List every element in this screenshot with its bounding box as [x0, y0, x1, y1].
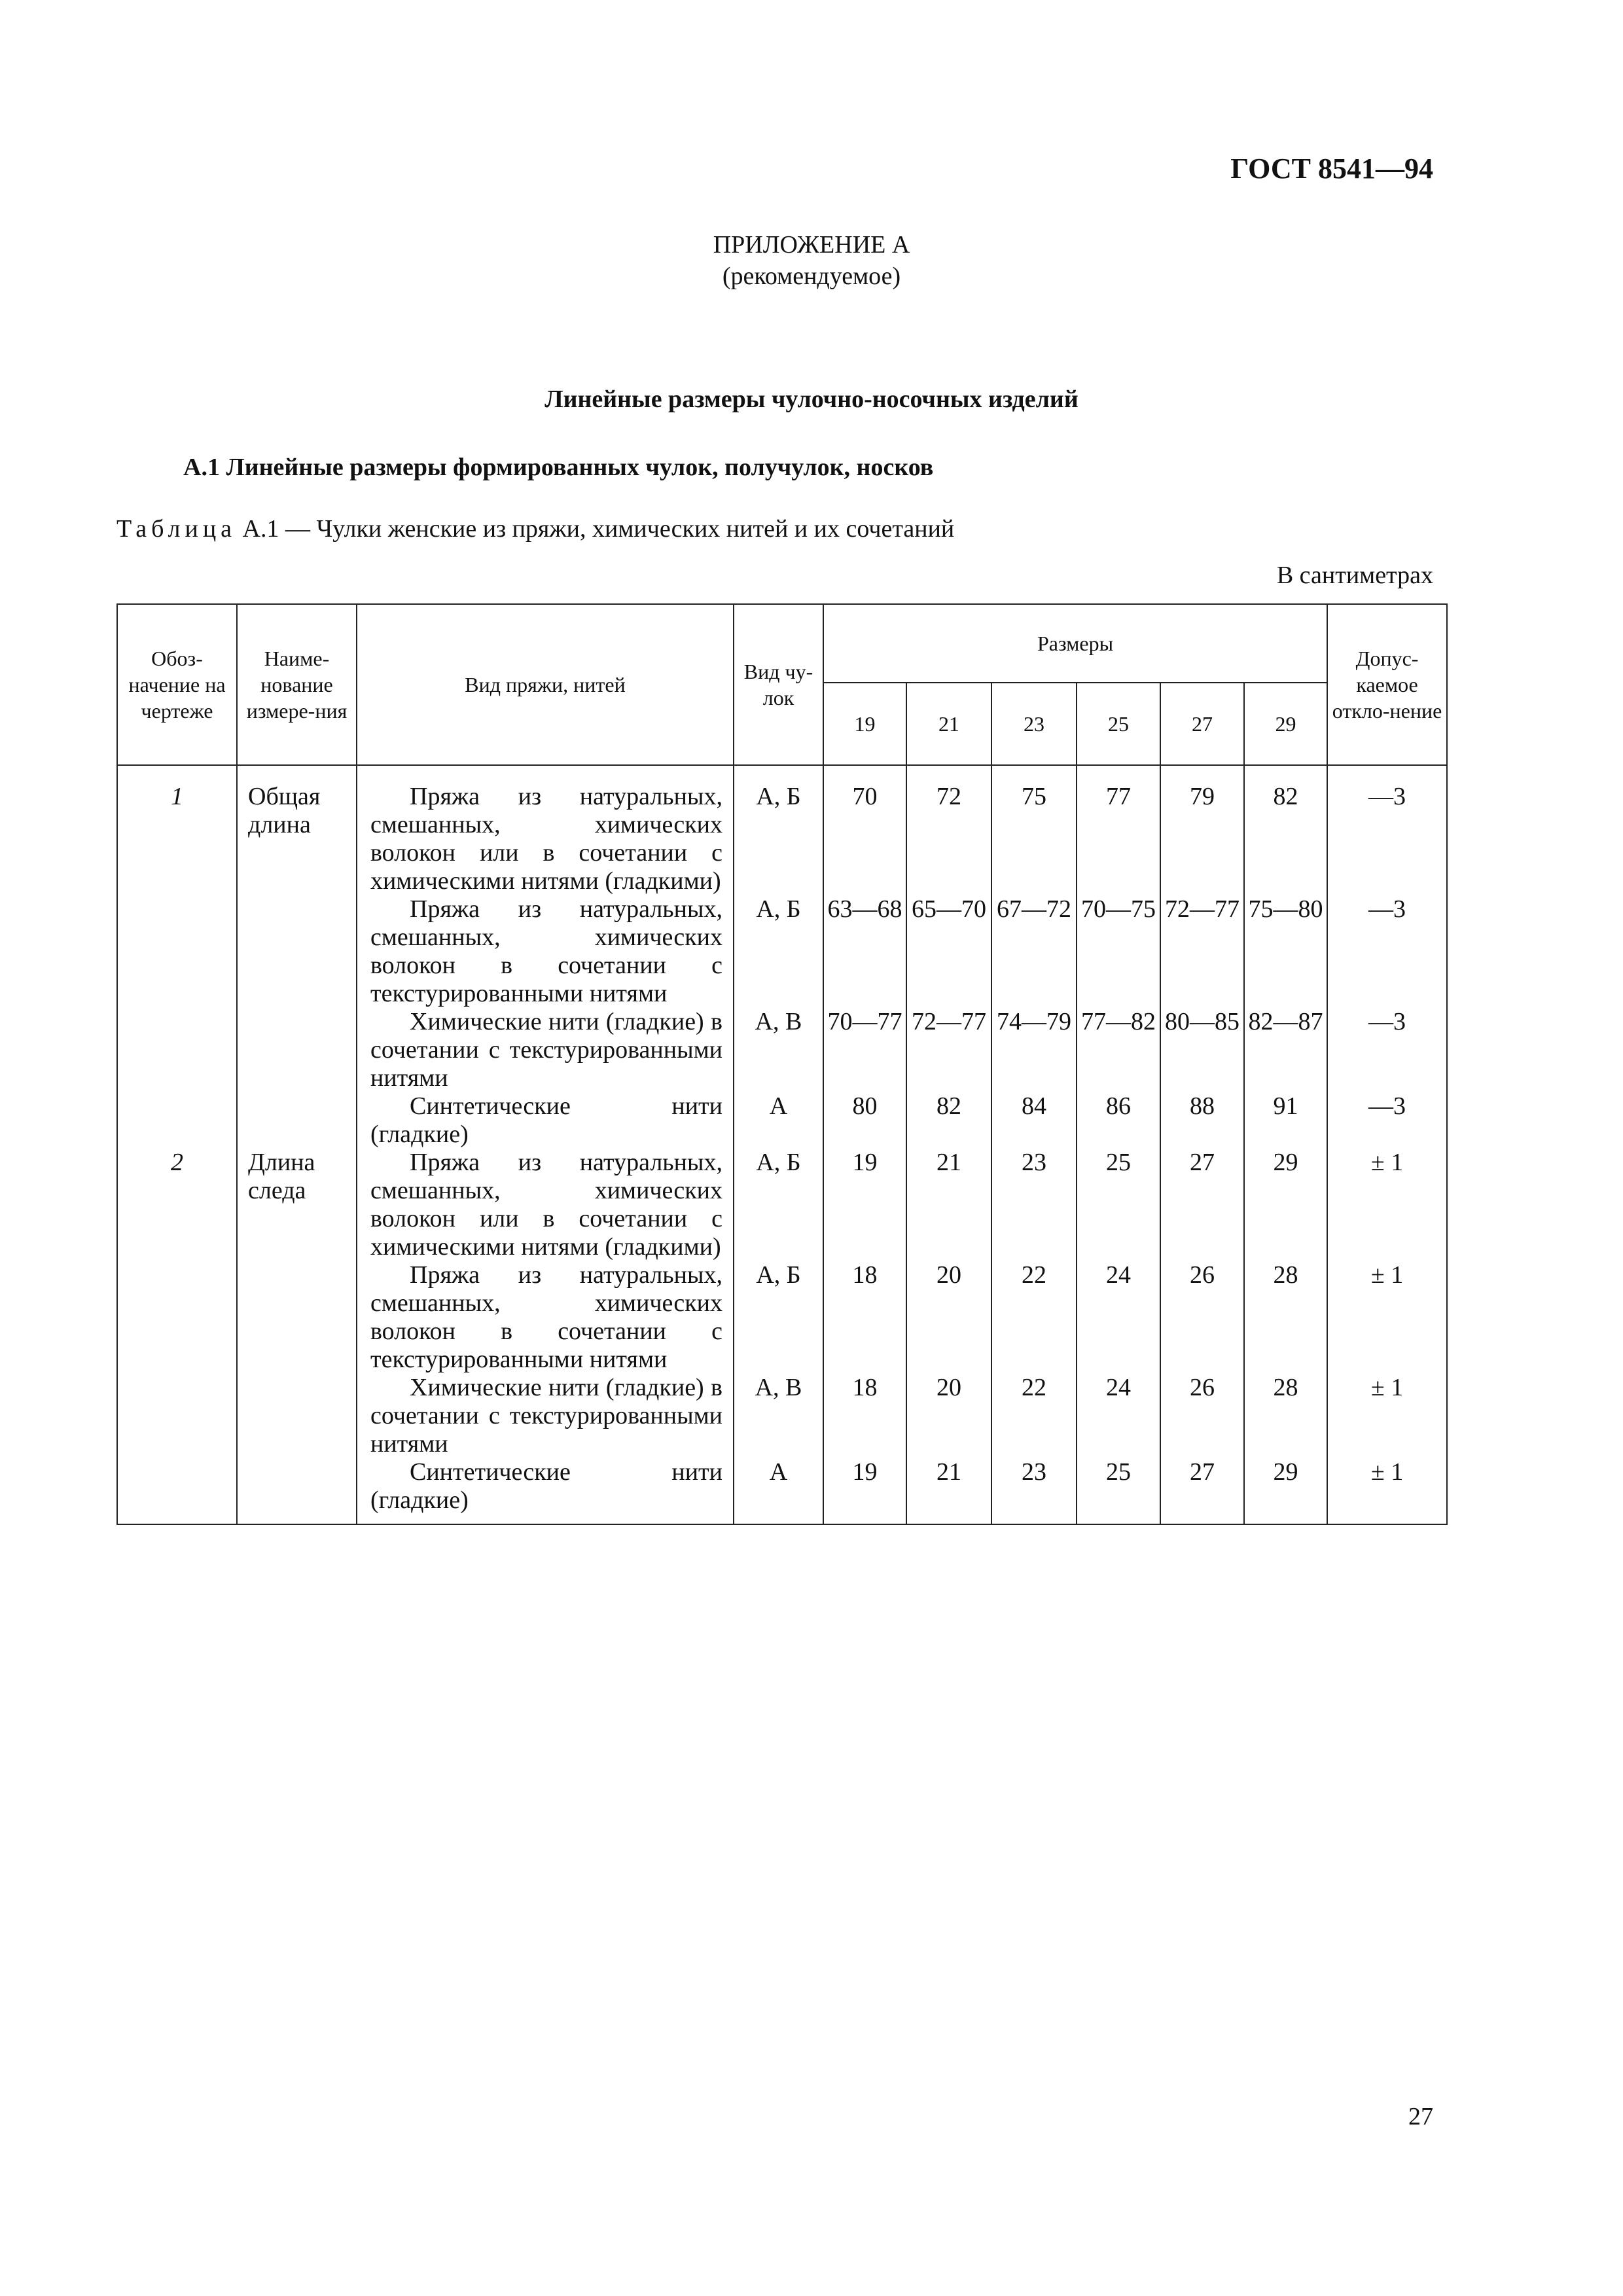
cell-tolerance: ± 1 — [1327, 1149, 1447, 1261]
cell-size-value: 72 — [906, 765, 991, 895]
cell-kind: А, Б — [734, 895, 823, 1008]
table-caption-label: Таблица — [116, 515, 237, 543]
cell-code: 2 — [117, 1149, 237, 1261]
cell-size-value: 19 — [823, 1149, 906, 1261]
cell-tolerance: —3 — [1327, 1008, 1447, 1092]
cell-size-value: 25 — [1077, 1149, 1160, 1261]
header-size: 21 — [906, 683, 991, 765]
cell-kind: А — [734, 1092, 823, 1149]
cell-code: 1 — [117, 765, 237, 895]
header-kind: Вид чу-лок — [734, 604, 823, 765]
cell-size-value: 82 — [906, 1092, 991, 1149]
cell-size-value: 72—77 — [1160, 895, 1244, 1008]
cell-size-value: 70 — [823, 765, 906, 895]
header-size: 27 — [1160, 683, 1244, 765]
cell-size-value: 25 — [1077, 1458, 1160, 1524]
header-size: 25 — [1077, 683, 1160, 765]
table-caption-text: А.1 — Чулки женские из пряжи, химических нитей и их сочетаний — [242, 515, 955, 543]
cell-yarn — [357, 1092, 734, 1149]
cell-size-value: 91 — [1244, 1092, 1327, 1149]
cell-size-value: 22 — [991, 1261, 1077, 1374]
table-row — [117, 1458, 1447, 1524]
cell-yarn — [357, 1008, 734, 1092]
table-row — [117, 1374, 1447, 1458]
sizes-table — [116, 603, 1448, 1525]
cell-code — [117, 1008, 237, 1092]
cell-name — [237, 1008, 357, 1092]
cell-size-value: 70—75 — [1077, 895, 1160, 1008]
cell-size-value: 63—68 — [823, 895, 906, 1008]
cell-size-value: 77 — [1077, 765, 1160, 895]
cell-size-value: 21 — [906, 1149, 991, 1261]
cell-size-value: 75—80 — [1244, 895, 1327, 1008]
cell-size-value: 26 — [1160, 1374, 1244, 1458]
units-note: В сантиметрах — [1276, 562, 1433, 589]
section-title: Линейные размеры чулочно-носочных изделий — [544, 386, 1079, 413]
cell-name — [237, 895, 357, 1008]
cell-size-value: 23 — [991, 1458, 1077, 1524]
cell-size-value: 67—72 — [991, 895, 1077, 1008]
cell-size-value: 18 — [823, 1261, 906, 1374]
cell-size-value: 29 — [1244, 1458, 1327, 1524]
cell-yarn — [357, 765, 734, 895]
header-tolerance: Допус-каемое откло-нение — [1327, 604, 1447, 765]
cell-yarn — [357, 1261, 734, 1374]
cell-yarn-text: Химические нити (гладкие) в сочетании с текстурированными нитями — [370, 1374, 722, 1458]
cell-size-value: 28 — [1244, 1374, 1327, 1458]
cell-size-value: 86 — [1077, 1092, 1160, 1149]
table-row — [117, 895, 1447, 1008]
cell-name: Общая длина — [237, 765, 357, 895]
appendix-title: ПРИЛОЖЕНИЕ А — [713, 231, 910, 259]
cell-size-value: 82 — [1244, 765, 1327, 895]
cell-name — [237, 1458, 357, 1524]
cell-size-value: 27 — [1160, 1149, 1244, 1261]
cell-yarn-text: Пряжа из натуральных, смешанных, химических волокон или в сочетании с химическими нитями (гладкими) — [370, 783, 722, 895]
cell-yarn — [357, 895, 734, 1008]
cell-kind: А, Б — [734, 1261, 823, 1374]
cell-yarn-text: Химические нити (гладкие) в сочетании с текстурированными нитями — [370, 1008, 722, 1092]
cell-size-value: 24 — [1077, 1261, 1160, 1374]
cell-size-value: 20 — [906, 1261, 991, 1374]
table-row — [117, 1149, 1447, 1261]
cell-size-value: 80 — [823, 1092, 906, 1149]
cell-tolerance: ± 1 — [1327, 1374, 1447, 1458]
cell-size-value: 80—85 — [1160, 1008, 1244, 1092]
cell-size-value: 84 — [991, 1092, 1077, 1149]
document-number: ГОСТ 8541—94 — [1230, 152, 1433, 185]
cell-yarn — [357, 1149, 734, 1261]
cell-code — [117, 1092, 237, 1149]
cell-size-value: 28 — [1244, 1261, 1327, 1374]
cell-name — [237, 1374, 357, 1458]
cell-tolerance: ± 1 — [1327, 1261, 1447, 1374]
cell-size-value: 82—87 — [1244, 1008, 1327, 1092]
cell-kind: А — [734, 1458, 823, 1524]
header-yarn: Вид пряжи, нитей — [357, 604, 734, 765]
cell-name — [237, 1092, 357, 1149]
cell-size-value: 21 — [906, 1458, 991, 1524]
table-row — [117, 1092, 1447, 1149]
cell-size-value: 24 — [1077, 1374, 1160, 1458]
table-caption — [116, 514, 954, 543]
header-size: 29 — [1244, 683, 1327, 765]
cell-size-value: 65—70 — [906, 895, 991, 1008]
cell-yarn-text: Пряжа из натуральных, смешанных, химических волокон или в сочетании с химическими нитями (гладкими) — [370, 1149, 722, 1261]
cell-code — [117, 1374, 237, 1458]
cell-yarn-text: Синтетические нити (гладкие) — [370, 1458, 722, 1514]
header-sizes: Размеры — [823, 604, 1327, 683]
cell-size-value: 88 — [1160, 1092, 1244, 1149]
cell-tolerance: ± 1 — [1327, 1458, 1447, 1524]
header-code: Обоз-начение на чертеже — [117, 604, 237, 765]
cell-size-value: 19 — [823, 1458, 906, 1524]
header-size: 23 — [991, 683, 1077, 765]
cell-tolerance: —3 — [1327, 895, 1447, 1008]
cell-kind: А, В — [734, 1008, 823, 1092]
header-name: Наиме-нование измере-ния — [237, 604, 357, 765]
cell-code — [117, 895, 237, 1008]
cell-size-value: 70—77 — [823, 1008, 906, 1092]
appendix-subtitle: (рекомендуемое) — [722, 262, 901, 290]
cell-code — [117, 1458, 237, 1524]
cell-code — [117, 1261, 237, 1374]
cell-kind: А, Б — [734, 1149, 823, 1261]
cell-yarn-text: Пряжа из натуральных, смешанных, химических волокон в сочетании с текстурированными нитями — [370, 895, 722, 1007]
cell-tolerance: —3 — [1327, 765, 1447, 895]
cell-size-value: 72—77 — [906, 1008, 991, 1092]
cell-size-value: 20 — [906, 1374, 991, 1458]
page-number: 27 — [1408, 2103, 1433, 2130]
cell-size-value: 79 — [1160, 765, 1244, 895]
cell-size-value: 75 — [991, 765, 1077, 895]
cell-yarn — [357, 1458, 734, 1524]
cell-kind: А, В — [734, 1374, 823, 1458]
cell-name: Длина следа — [237, 1149, 357, 1261]
cell-tolerance: —3 — [1327, 1092, 1447, 1149]
table-row — [117, 1008, 1447, 1092]
cell-size-value: 77—82 — [1077, 1008, 1160, 1092]
table-row — [117, 765, 1447, 895]
cell-yarn — [357, 1374, 734, 1458]
header-size: 19 — [823, 683, 906, 765]
table-row — [117, 1261, 1447, 1374]
cell-kind: А, Б — [734, 765, 823, 895]
cell-size-value: 29 — [1244, 1149, 1327, 1261]
cell-size-value: 27 — [1160, 1458, 1244, 1524]
cell-size-value: 18 — [823, 1374, 906, 1458]
cell-yarn-text: Синтетические нити (гладкие) — [370, 1092, 722, 1148]
cell-size-value: 22 — [991, 1374, 1077, 1458]
subsection-title: А.1 Линейные размеры формированных чулок, получулок, носков — [183, 454, 934, 481]
cell-size-value: 74—79 — [991, 1008, 1077, 1092]
cell-size-value: 23 — [991, 1149, 1077, 1261]
cell-size-value: 26 — [1160, 1261, 1244, 1374]
cell-name — [237, 1261, 357, 1374]
cell-yarn-text: Пряжа из натуральных, смешанных, химических волокон в сочетании с текстурированными нитями — [370, 1261, 722, 1373]
